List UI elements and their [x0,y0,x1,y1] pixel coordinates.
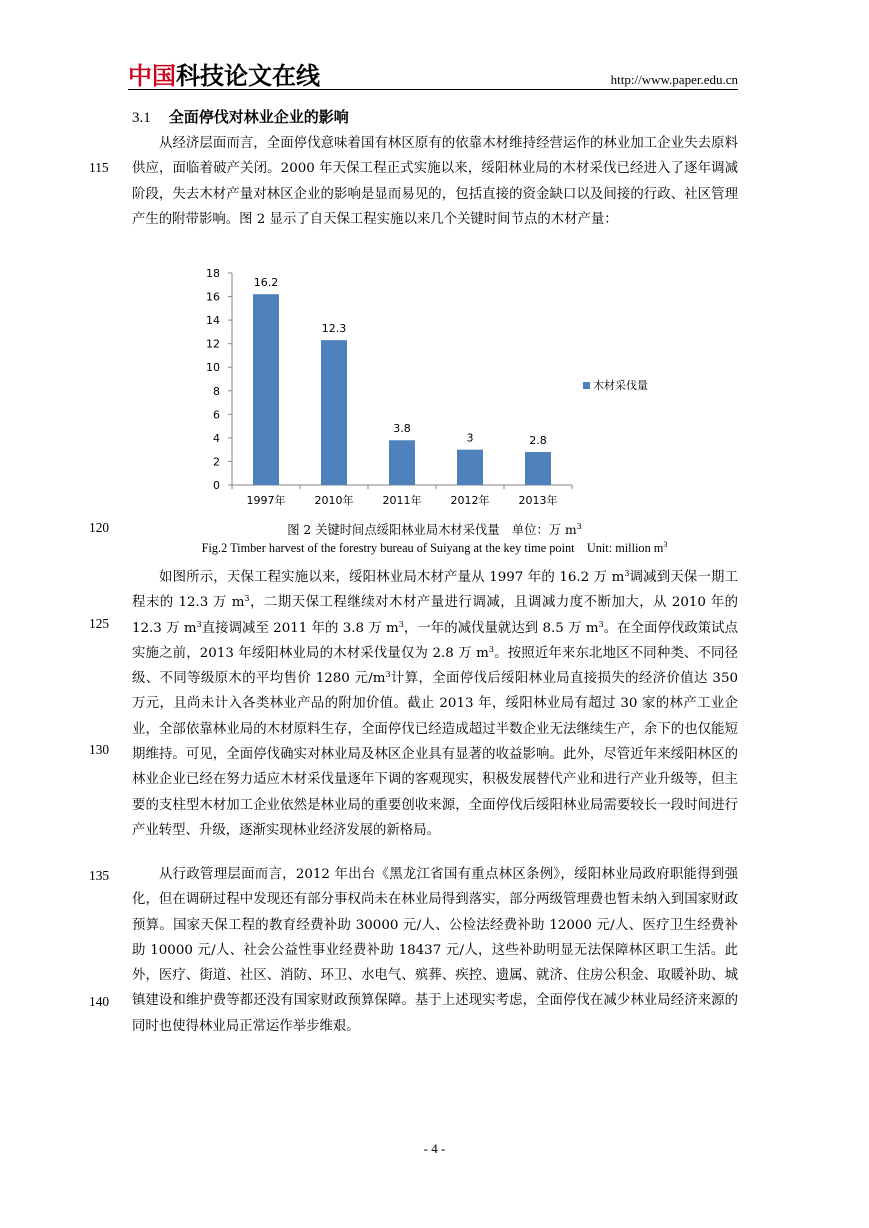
journal-logo [128,62,320,90]
p2-seg-4: 直接调减至 2011 年的 3.8 万 m [201,620,399,636]
paragraph-1-text: 从经济层面而言，全面停伐意味着国有林区原有的依靠木材维持经营运作的林业加工企业失去原料供应，面临着破产关闭。2000 年天保工程正式实施以来，绥阳林业局的木材采伐已经进入了逐年调减阶段，失去木材产量对林区企业的影响是显而易见的，包括直接的资金缺口以及间接的行政、社区管理产生的附带影响。图 2 显示了自天保工程实施以来几个关键时间节点的木材产量： [132,136,738,227]
sup: 3 [244,594,250,604]
bar [253,294,279,485]
line-number: 125 [89,616,110,631]
sup: 3 [196,619,202,629]
y-tick-label: 0 [213,479,220,492]
p2-seg-3: ，二期天保工程继续对木材产量进行调减，且调减力度不断加大，从 2010 年的 12.3 万 m [132,595,738,636]
bar-value-label: 2.8 [529,434,547,448]
paragraph-3-text: 从行政管理层面而言，2012 年出台《黑龙江省国有重点林区条例》，绥阳林业局政府职能得到强化，但在调研过程中发现还有部分事权尚未在林业局得到落实，部分两级管理费也暂未纳入到国家财政预算。国家天保工程的教育经费补助 30000 元/人、公检法经费补助 12000 元/人、医疗卫生经费补助 10000 元/人、社会公益性事业经费补助 18437 元/人，这些补助明显无法保障林区职工生活。此外，医疗、街道、社区、消防、环卫、水电气、殡葬、疾控、遗属、就济、住房公积金、取暖补助、城镇建设和维护费等都还没有国家财政预算保障。基于上述现实考虑，全面停伐在减少林业局经济来源的同时也使得林业局正常运作举步维艰。 [132,867,738,1034]
caption-cn-text: 图 2 关键时间点绥阳林业局木材采伐量 单位：万 m [287,523,577,537]
figure-caption-cn [0,520,869,538]
paragraph-3 [132,862,738,1039]
caption-en-sup: 3 [663,540,668,549]
sup: 3 [598,619,604,629]
y-tick-label: 18 [206,267,220,280]
y-tick-label: 8 [213,384,220,398]
page-number: - 4 - [423,1141,446,1156]
sup: 3 [398,619,404,629]
sup: 3 [385,670,391,680]
line-number: 135 [89,868,110,883]
p2-seg-1: 如图所示，天保工程实施以来，绥阳林业局木材产量从 1997 年的 16.2 万 m [159,570,625,585]
logo-black-text: 科技论文在线 [176,62,320,90]
line-number: 140 [89,994,110,1009]
figure-caption-en [0,538,869,556]
line-number: 115 [89,160,109,175]
y-tick-label: 16 [206,290,220,304]
x-tick-label: 2012年 [450,494,490,507]
paragraph-2 [132,565,738,843]
paragraph-1 [132,131,738,232]
section-title: 全面停伐对林业企业的影响 [168,108,349,126]
legend-swatch [583,382,590,389]
sup: 3 [624,569,630,578]
x-tick-label: 2010年 [314,494,354,507]
bar [457,450,483,485]
section-heading [132,107,349,128]
logo-red-text: 中国 [128,62,176,90]
y-tick-label: 12 [206,337,220,351]
bar [321,340,347,485]
y-tick-label: 2 [213,455,220,469]
legend-label: 木材采伐量 [593,379,648,392]
x-tick-label: 1997年 [246,494,286,507]
bar-value-label: 3.8 [393,422,411,436]
p2-seg-8: 计算，全面停伐后绥阳林业局直接损失的经济价值达 350 万元，且尚未计入各类林业产品的附加价值。截止 2013 年，绥阳林业局有超过 30 家的林产工业企业，全部依靠林业局的木材原料生存，全面停伐已经造成超过半数企业无法继续生产，余下的也仅能短期维持。可见，全面停伐确实对林业局及林区企业具有显著的收益影响。此外，尽管近年来绥阳林区的林业企业已经在努力适应木材采伐量逐年下调的客观现实，积极发展替代产业和进行产业升级等，但主要的支柱型木材加工企业依然是林业局的重要创收来源，全面停伐后绥阳林业局需要较长一段时间进行产业转型、升级，逐渐实现林业经济发展的新格局。 [132,671,738,838]
y-tick-label: 6 [213,408,220,422]
section-number: 3.1 [132,110,151,126]
caption-en-text: Fig.2 Timber harvest of the forestry bureau of Suiyang at the key time point Unit: million m [201,541,664,555]
x-tick-label: 2013年 [518,494,558,507]
bar-value-label: 12.3 [321,322,347,336]
p2-seg-6: 。在全面停伐政策试点实施之前，2013 年绥阳林业局的木材采伐量仅为 2.8 万 m [132,620,739,661]
bar-value-label: 3 [466,431,474,445]
line-number: 120 [89,520,110,535]
header-url[interactable]: http://www.paper.edu.cn [610,72,738,87]
header-rule [128,89,738,90]
y-tick-label: 10 [206,361,220,375]
y-tick-label: 4 [213,431,220,445]
timber-harvest-chart [190,262,690,512]
p2-seg-2: 调减到天保一期工程末的 12.3 万 m [132,570,739,611]
p2-seg-5: ，一年的减伐量就达到 8.5 万 m [403,620,599,636]
bar [525,452,551,485]
x-tick-label: 2011年 [382,494,422,507]
caption-cn-sup: 3 [576,522,582,531]
p2-seg-7: 。按照近年来东北地区不同种类、不同径级、不同等级原木的平均售价 1280 元/m [132,645,738,687]
bar [389,440,415,485]
line-number: 130 [89,742,110,757]
bar-value-label: 16.2 [253,276,279,290]
sup: 3 [488,644,494,654]
y-tick-label: 14 [206,314,220,328]
paragraph-2-text [132,565,738,843]
